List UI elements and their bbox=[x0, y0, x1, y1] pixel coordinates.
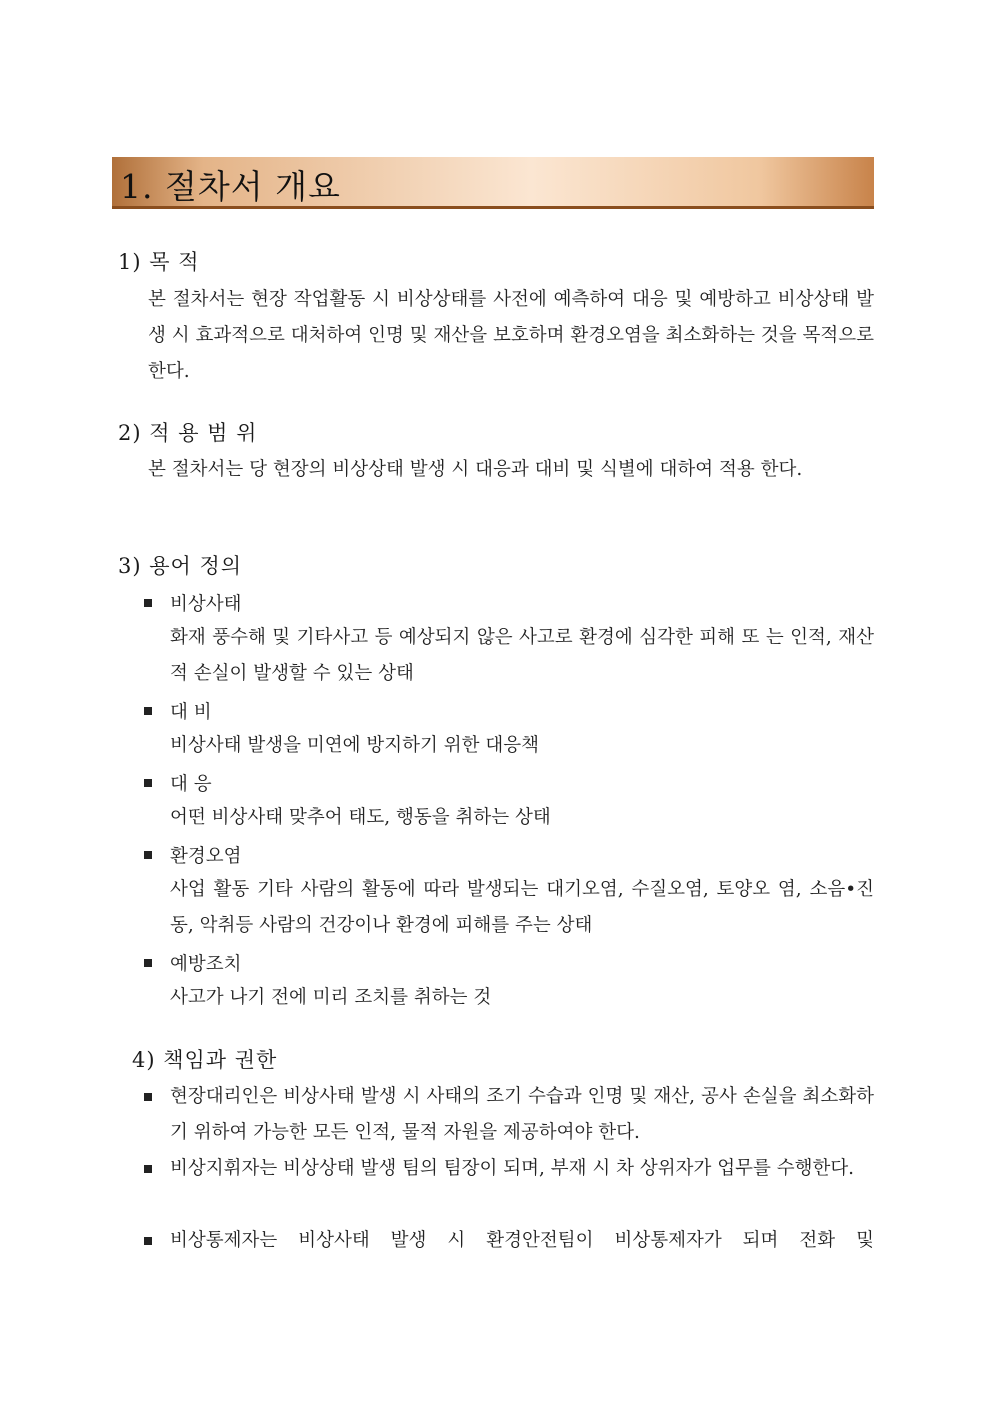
bullet-square bbox=[144, 1165, 152, 1173]
bullet-square bbox=[144, 851, 152, 859]
term-definition: 어떤 비상사태 맞추어 태도, 행동을 취하는 상태 bbox=[170, 807, 551, 828]
term-name: 대 비 bbox=[170, 702, 212, 723]
bullet-square bbox=[144, 1237, 152, 1245]
term-name: 환경오염 bbox=[170, 846, 242, 867]
term-name: 예방조치 bbox=[170, 954, 242, 975]
term-definition: 사고가 나기 전에 미리 조치를 취하는 것 bbox=[170, 987, 492, 1008]
term-definition: 비상사태 발생을 미연에 방지하기 위한 대응책 bbox=[170, 735, 539, 756]
page-title: 1. 절차서 개요 bbox=[120, 167, 341, 206]
purpose-heading: 1) 목 적 bbox=[118, 250, 200, 274]
responsibility-text: 현장대리인은 비상사태 발생 시 사태의 조기 수습과 인명 및 재산, 공사 손실을 최소화하기 위하여 가능한 모든 인적, 물적 자원을 제공하여야 한다. bbox=[170, 1086, 874, 1143]
bullet-square bbox=[144, 707, 152, 715]
terms-heading: 3) 용어 정의 bbox=[118, 554, 243, 578]
bullet-square bbox=[144, 599, 152, 607]
scope-heading: 2) 적 용 범 위 bbox=[118, 421, 258, 445]
responsibility-text: 비상지휘자는 비상상태 발생 팀의 팀장이 되며, 부재 시 차 상위자가 업무를 수행한다. bbox=[170, 1158, 855, 1179]
responsibility-heading: 4) 책임과 권한 bbox=[132, 1048, 278, 1072]
term-definition: 사업 활동 기타 사람의 활동에 따라 발생되는 대기오염, 수질오염, 토양오 염, 소음•진동, 악취등 사람의 건강이나 환경에 피해를 주는 상태 bbox=[170, 879, 874, 936]
responsibility-text: 비상통제자는 비상사태 발생 시 환경안전팀이 비상통제자가 되며 전화 및 bbox=[170, 1230, 874, 1251]
purpose-text: 본 절차서는 현장 작업활동 시 비상상태를 사전에 예측하여 대응 및 예방하고 비상상태 발생 시 효과적으로 대처하여 인명 및 재산을 보호하며 환경오염을 최소화하는 것을 목적으로 한다. bbox=[148, 289, 874, 382]
term-name: 비상사태 bbox=[170, 594, 242, 615]
scope-text: 본 절차서는 당 현장의 비상상태 발생 시 대응과 대비 및 식별에 대하여 적용 한다. bbox=[148, 459, 803, 480]
title-banner bbox=[112, 157, 874, 209]
bullet-square bbox=[144, 1093, 152, 1101]
term-definition: 화재 풍수해 및 기타사고 등 예상되지 않은 사고로 환경에 심각한 피해 또 는 인적, 재산적 손실이 발생할 수 있는 상태 bbox=[170, 627, 874, 684]
bullet-square bbox=[144, 779, 152, 787]
bullet-square bbox=[144, 959, 152, 967]
term-name: 대 응 bbox=[170, 774, 212, 795]
